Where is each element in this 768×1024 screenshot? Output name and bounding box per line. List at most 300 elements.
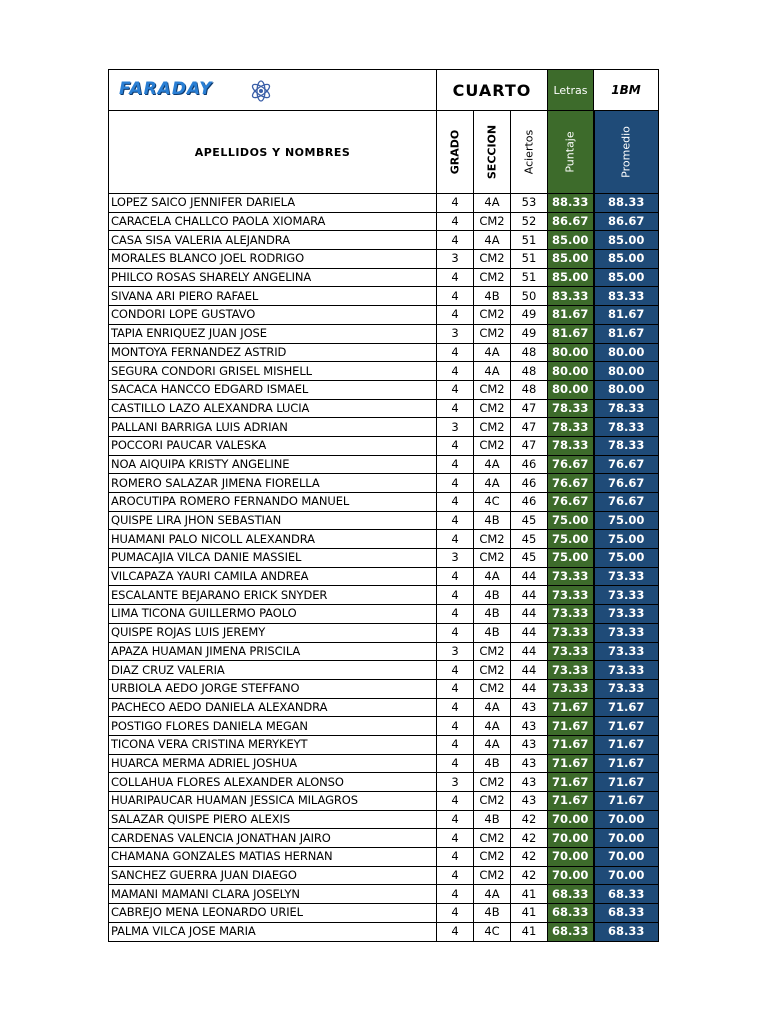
promedio-cell: 71.67 [594,792,659,811]
student-name: URBIOLA AEDO JORGE STEFFANO [109,679,437,698]
aciertos-cell: 43 [511,773,548,792]
student-name: CASTILLO LAZO ALEXANDRA LUCIA [109,399,437,418]
student-name: MONTOYA FERNANDEZ ASTRID [109,343,437,362]
table-row [109,866,659,885]
rows-body [109,194,659,942]
grade-title: CUARTO [437,70,548,111]
promedio-cell: 70.00 [594,810,659,829]
table-row [109,287,659,306]
seccion-cell: 4B [474,623,511,642]
table-row [109,586,659,605]
grado-cell: 3 [437,250,474,269]
student-name: LIMA TICONA GUILLERMO PAOLO [109,605,437,624]
student-name: APAZA HUAMAN JIMENA PRISCILA [109,642,437,661]
aciertos-cell: 43 [511,754,548,773]
puntaje-cell: 76.67 [548,493,594,512]
seccion-cell: 4B [474,904,511,923]
seccion-cell: 4B [474,810,511,829]
table-row [109,810,659,829]
table-row [109,605,659,624]
student-name: SEGURA CONDORI GRISEL MISHELL [109,362,437,381]
promedio-cell: 75.00 [594,549,659,568]
student-name: LOPEZ SAICO JENNIFER DARIELA [109,194,437,213]
promedio-cell: 75.00 [594,530,659,549]
atom-logo-icon [249,79,273,107]
seccion-header-label: SECCION [485,124,499,180]
seccion-cell: 4A [474,343,511,362]
table-row [109,418,659,437]
promedio-cell: 85.00 [594,268,659,287]
table-row [109,194,659,213]
grado-cell: 4 [437,866,474,885]
aciertos-cell: 45 [511,530,548,549]
student-name: TAPIA ENRIQUEZ JUAN JOSE [109,324,437,343]
table-row [109,623,659,642]
puntaje-cell: 85.00 [548,268,594,287]
aciertos-cell: 47 [511,399,548,418]
student-name: PACHECO AEDO DANIELA ALEXANDRA [109,698,437,717]
grado-cell: 3 [437,642,474,661]
student-name: HUAMANI PALO NICOLL ALEXANDRA [109,530,437,549]
aciertos-cell: 44 [511,567,548,586]
grado-cell: 4 [437,436,474,455]
seccion-cell: 4A [474,474,511,493]
aciertos-cell: 41 [511,885,548,904]
puntaje-cell: 73.33 [548,567,594,586]
aciertos-cell: 44 [511,642,548,661]
promedio-cell: 73.33 [594,661,659,680]
promedio-cell: 70.00 [594,866,659,885]
aciertos-cell: 46 [511,474,548,493]
aciertos-cell: 52 [511,212,548,231]
grado-cell: 4 [437,212,474,231]
promedio-cell: 81.67 [594,306,659,325]
seccion-cell: 4A [474,698,511,717]
aciertos-cell: 49 [511,306,548,325]
grado-cell: 4 [437,848,474,867]
grado-header-label: GRADO [448,129,462,175]
grado-cell: 4 [437,567,474,586]
puntaje-cell: 85.00 [548,250,594,269]
grado-cell: 4 [437,922,474,941]
column-header-row [109,111,659,194]
seccion-cell: 4A [474,567,511,586]
table-row [109,436,659,455]
puntaje-cell: 71.67 [548,773,594,792]
puntaje-cell: 73.33 [548,642,594,661]
promedio-cell: 86.67 [594,212,659,231]
promedio-cell: 73.33 [594,567,659,586]
promedio-cell: 80.00 [594,362,659,381]
aciertos-cell: 43 [511,698,548,717]
puntaje-cell: 80.00 [548,380,594,399]
promedio-cell: 80.00 [594,343,659,362]
table-row [109,679,659,698]
grado-cell: 4 [437,792,474,811]
aciertos-cell: 44 [511,605,548,624]
student-name: MAMANI MAMANI CLARA JOSELYN [109,885,437,904]
aciertos-cell: 42 [511,829,548,848]
student-name: DIAZ CRUZ VALERIA [109,661,437,680]
puntaje-cell: 71.67 [548,754,594,773]
puntaje-cell: 80.00 [548,362,594,381]
aciertos-column-header [511,111,548,194]
grado-cell: 4 [437,362,474,381]
grado-cell: 4 [437,754,474,773]
student-name: SANCHEZ GUERRA JUAN DIAEGO [109,866,437,885]
grado-cell: 3 [437,418,474,437]
puntaje-cell: 78.33 [548,436,594,455]
grado-cell: 4 [437,605,474,624]
table-row [109,212,659,231]
student-name: PALMA VILCA JOSE MARIA [109,922,437,941]
table-row [109,904,659,923]
aciertos-cell: 43 [511,792,548,811]
promedio-cell: 85.00 [594,250,659,269]
aciertos-cell: 44 [511,586,548,605]
promedio-cell: 71.67 [594,698,659,717]
seccion-cell: 4B [474,511,511,530]
promedio-cell: 80.00 [594,380,659,399]
promedio-cell: 76.67 [594,493,659,512]
puntaje-cell: 81.67 [548,324,594,343]
seccion-cell: 4C [474,922,511,941]
aciertos-cell: 46 [511,493,548,512]
grado-cell: 4 [437,455,474,474]
seccion-cell: 4A [474,231,511,250]
results-table [108,69,659,942]
student-name: ESCALANTE BEJARANO ERICK SNYDER [109,586,437,605]
seccion-cell: CM2 [474,380,511,399]
grado-cell: 4 [437,380,474,399]
table-row [109,362,659,381]
table-row [109,530,659,549]
seccion-cell: 4A [474,194,511,213]
promedio-cell: 71.67 [594,717,659,736]
table-row [109,885,659,904]
aciertos-cell: 51 [511,231,548,250]
seccion-cell: CM2 [474,642,511,661]
grado-cell: 4 [437,661,474,680]
grado-cell: 4 [437,623,474,642]
grado-cell: 4 [437,287,474,306]
grado-cell: 4 [437,511,474,530]
letras-label: Letras [548,70,594,111]
promedio-cell: 81.67 [594,324,659,343]
student-name: COLLAHUA FLORES ALEXANDER ALONSO [109,773,437,792]
table-row [109,399,659,418]
aciertos-cell: 43 [511,717,548,736]
table-row [109,511,659,530]
table-row [109,698,659,717]
promedio-cell: 68.33 [594,922,659,941]
table-row [109,549,659,568]
promedio-cell: 76.67 [594,474,659,493]
grado-cell: 4 [437,399,474,418]
puntaje-cell: 85.00 [548,231,594,250]
seccion-cell: CM2 [474,399,511,418]
table-row [109,754,659,773]
puntaje-cell: 70.00 [548,829,594,848]
title-row [109,70,659,111]
student-name: VILCAPAZA YAURI CAMILA ANDREA [109,567,437,586]
aciertos-cell: 48 [511,380,548,399]
seccion-cell: CM2 [474,418,511,437]
promedio-cell: 71.67 [594,773,659,792]
grado-cell: 4 [437,194,474,213]
puntaje-cell: 86.67 [548,212,594,231]
puntaje-cell: 81.67 [548,306,594,325]
aciertos-header-label: Aciertos [522,129,536,175]
promedio-cell: 73.33 [594,623,659,642]
student-name: SIVANA ARI PIERO RAFAEL [109,287,437,306]
table-row [109,735,659,754]
student-name: CARACELA CHALLCO PAOLA XIOMARA [109,212,437,231]
table-row [109,455,659,474]
grado-cell: 4 [437,586,474,605]
aciertos-cell: 48 [511,362,548,381]
grado-cell: 4 [437,231,474,250]
aciertos-cell: 44 [511,623,548,642]
table-row [109,493,659,512]
puntaje-cell: 70.00 [548,810,594,829]
student-name: CASA SISA VALERIA ALEJANDRA [109,231,437,250]
grado-cell: 3 [437,773,474,792]
seccion-cell: CM2 [474,436,511,455]
seccion-cell: 4A [474,455,511,474]
aciertos-cell: 50 [511,287,548,306]
table-row [109,567,659,586]
grado-cell: 4 [437,904,474,923]
seccion-cell: CM2 [474,268,511,287]
aciertos-cell: 46 [511,455,548,474]
grado-cell: 4 [437,698,474,717]
seccion-cell: CM2 [474,792,511,811]
table-row [109,250,659,269]
promedio-cell: 73.33 [594,642,659,661]
grado-cell: 4 [437,885,474,904]
puntaje-cell: 75.00 [548,530,594,549]
table-row [109,324,659,343]
table-row [109,829,659,848]
promedio-cell: 73.33 [594,679,659,698]
promedio-cell: 68.33 [594,904,659,923]
student-name: ROMERO SALAZAR JIMENA FIORELLA [109,474,437,493]
student-name: CARDENAS VALENCIA JONATHAN JAIRO [109,829,437,848]
grado-cell: 4 [437,306,474,325]
promedio-cell: 73.33 [594,605,659,624]
grado-cell: 3 [437,549,474,568]
grado-cell: 4 [437,735,474,754]
table-row [109,848,659,867]
seccion-cell: 4A [474,885,511,904]
seccion-cell: CM2 [474,829,511,848]
puntaje-cell: 78.33 [548,399,594,418]
aciertos-cell: 53 [511,194,548,213]
names-column-header: APELLIDOS Y NOMBRES [109,111,437,194]
promedio-cell: 70.00 [594,829,659,848]
student-name: HUARCA MERMA ADRIEL JOSHUA [109,754,437,773]
aciertos-cell: 42 [511,810,548,829]
grado-cell: 4 [437,474,474,493]
puntaje-cell: 75.00 [548,549,594,568]
class-code: 1BM [594,70,659,111]
student-name: HUARIPAUCAR HUAMAN JESSICA MILAGROS [109,792,437,811]
puntaje-header-label: Puntaje [563,131,577,173]
seccion-cell: CM2 [474,324,511,343]
grado-cell: 4 [437,717,474,736]
aciertos-cell: 41 [511,922,548,941]
aciertos-cell: 49 [511,324,548,343]
puntaje-cell: 80.00 [548,343,594,362]
seccion-cell: CM2 [474,679,511,698]
puntaje-cell: 71.67 [548,717,594,736]
grado-column-header [437,111,474,194]
student-name: PUMACAJIA VILCA DANIE MASSIEL [109,549,437,568]
seccion-cell: CM2 [474,866,511,885]
promedio-cell: 78.33 [594,418,659,437]
promedio-cell: 70.00 [594,848,659,867]
aciertos-cell: 43 [511,735,548,754]
student-name: QUISPE LIRA JHON SEBASTIAN [109,511,437,530]
puntaje-cell: 68.33 [548,885,594,904]
seccion-cell: CM2 [474,250,511,269]
puntaje-cell: 73.33 [548,623,594,642]
student-name: PALLANI BARRIGA LUIS ADRIAN [109,418,437,437]
seccion-cell: CM2 [474,306,511,325]
student-name: CHAMANA GONZALES MATIAS HERNAN [109,848,437,867]
puntaje-cell: 73.33 [548,661,594,680]
promedio-cell: 68.33 [594,885,659,904]
table-row [109,922,659,941]
table-row [109,642,659,661]
puntaje-cell: 71.67 [548,735,594,754]
promedio-cell: 73.33 [594,586,659,605]
puntaje-cell: 73.33 [548,605,594,624]
promedio-cell: 75.00 [594,511,659,530]
grado-cell: 4 [437,493,474,512]
student-name: CONDORI LOPE GUSTAVO [109,306,437,325]
student-name: CABREJO MENA LEONARDO URIEL [109,904,437,923]
aciertos-cell: 44 [511,661,548,680]
promedio-cell: 83.33 [594,287,659,306]
puntaje-cell: 78.33 [548,418,594,437]
promedio-cell: 78.33 [594,399,659,418]
aciertos-cell: 47 [511,436,548,455]
student-name: SALAZAR QUISPE PIERO ALEXIS [109,810,437,829]
puntaje-cell: 71.67 [548,792,594,811]
table-row [109,268,659,287]
seccion-cell: 4B [474,586,511,605]
grado-cell: 4 [437,268,474,287]
seccion-cell: 4C [474,493,511,512]
puntaje-cell: 73.33 [548,586,594,605]
seccion-cell: CM2 [474,212,511,231]
table-row [109,661,659,680]
promedio-header-label: Promedio [619,126,633,178]
puntaje-cell: 73.33 [548,679,594,698]
aciertos-cell: 44 [511,679,548,698]
seccion-cell: 4A [474,735,511,754]
aciertos-cell: 42 [511,848,548,867]
aciertos-cell: 45 [511,511,548,530]
table-row [109,306,659,325]
grado-cell: 4 [437,530,474,549]
puntaje-cell: 71.67 [548,698,594,717]
puntaje-cell: 70.00 [548,866,594,885]
puntaje-column-header [548,111,594,194]
table-row [109,474,659,493]
puntaje-cell: 76.67 [548,474,594,493]
aciertos-cell: 47 [511,418,548,437]
seccion-cell: CM2 [474,530,511,549]
puntaje-cell: 83.33 [548,287,594,306]
aciertos-cell: 41 [511,904,548,923]
promedio-column-header [594,111,659,194]
table-row [109,717,659,736]
seccion-cell: CM2 [474,848,511,867]
grado-cell: 4 [437,829,474,848]
seccion-cell: 4A [474,362,511,381]
puntaje-cell: 75.00 [548,511,594,530]
aciertos-cell: 42 [511,866,548,885]
logo-text: FARADAY [119,79,213,99]
student-name: POCCORI PAUCAR VALESKA [109,436,437,455]
promedio-cell: 71.67 [594,754,659,773]
student-name: QUISPE ROJAS LUIS JEREMY [109,623,437,642]
seccion-cell: CM2 [474,773,511,792]
seccion-cell: 4A [474,717,511,736]
aciertos-cell: 45 [511,549,548,568]
student-name: PHILCO ROSAS SHARELY ANGELINA [109,268,437,287]
student-name: POSTIGO FLORES DANIELA MEGAN [109,717,437,736]
grado-cell: 3 [437,324,474,343]
student-name: MORALES BLANCO JOEL RODRIGO [109,250,437,269]
puntaje-cell: 76.67 [548,455,594,474]
aciertos-cell: 51 [511,250,548,269]
student-name: NOA AIQUIPA KRISTY ANGELINE [109,455,437,474]
puntaje-cell: 68.33 [548,904,594,923]
promedio-cell: 85.00 [594,231,659,250]
grado-cell: 4 [437,679,474,698]
seccion-cell: 4B [474,754,511,773]
grado-cell: 4 [437,810,474,829]
table-row [109,231,659,250]
table-row [109,380,659,399]
aciertos-cell: 51 [511,268,548,287]
puntaje-cell: 88.33 [548,194,594,213]
puntaje-cell: 70.00 [548,848,594,867]
aciertos-cell: 48 [511,343,548,362]
logo-cell [109,70,437,111]
grado-cell: 4 [437,343,474,362]
student-name: SACACA HANCCO EDGARD ISMAEL [109,380,437,399]
table-row [109,343,659,362]
seccion-cell: 4B [474,605,511,624]
seccion-cell: 4B [474,287,511,306]
student-name: TICONA VERA CRISTINA MERYKEYT [109,735,437,754]
seccion-column-header [474,111,511,194]
table-row [109,773,659,792]
promedio-cell: 76.67 [594,455,659,474]
puntaje-cell: 68.33 [548,922,594,941]
student-name: AROCUTIPA ROMERO FERNANDO MANUEL [109,493,437,512]
promedio-cell: 71.67 [594,735,659,754]
seccion-cell: CM2 [474,661,511,680]
promedio-cell: 88.33 [594,194,659,213]
seccion-cell: CM2 [474,549,511,568]
promedio-cell: 78.33 [594,436,659,455]
